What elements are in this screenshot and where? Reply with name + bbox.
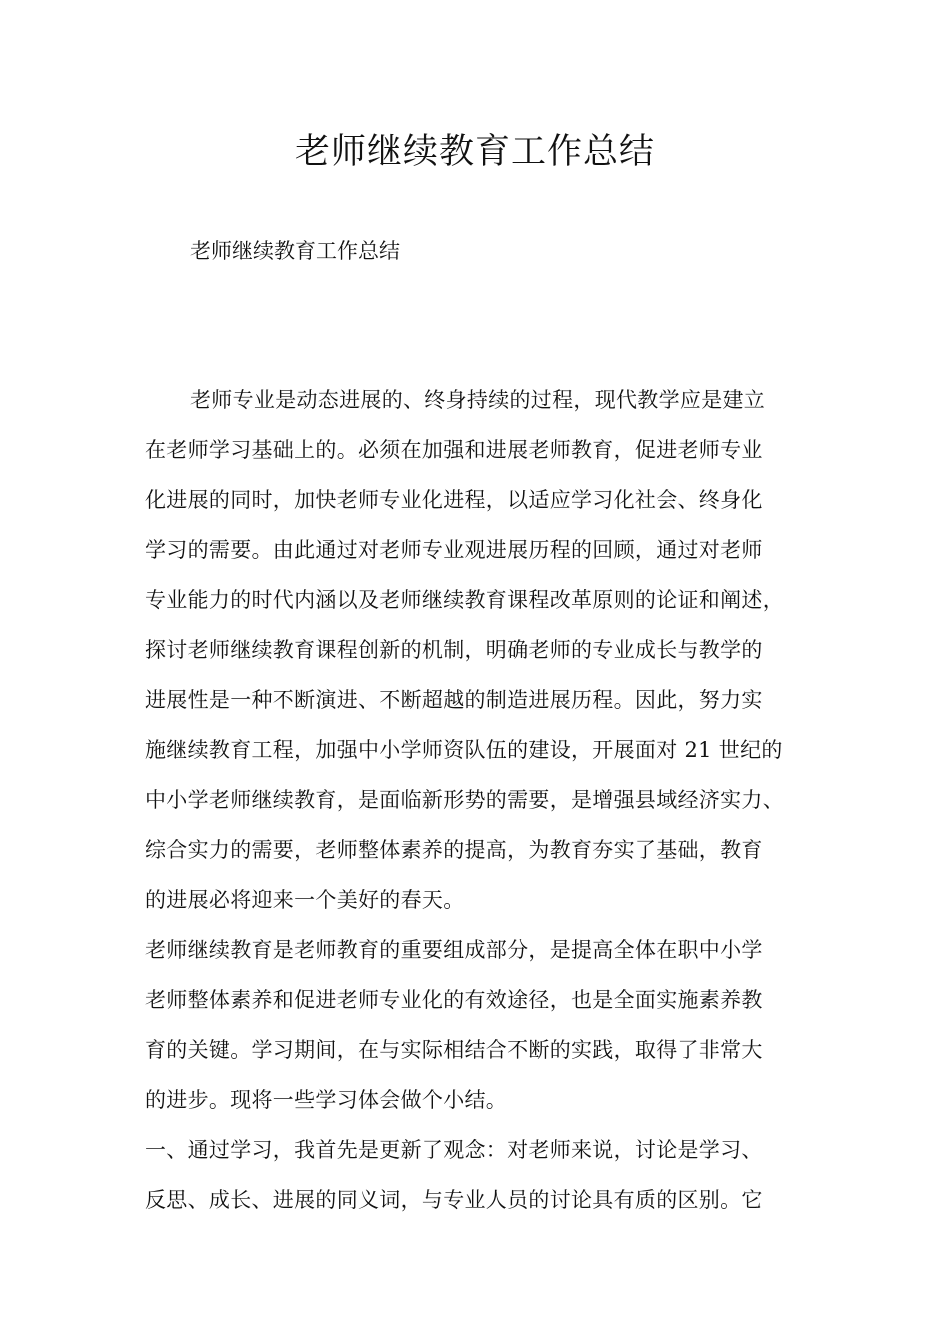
body-line: 老师专业是动态进展的、终身持续的过程，现代教学应是建立	[190, 388, 766, 412]
body-line: 育的关键。学习期间，在与实际相结合不断的实践，取得了非常大	[145, 1038, 763, 1062]
body-line: 反思、成长、进展的同义词，与专业人员的讨论具有质的区别。它	[145, 1188, 763, 1212]
body-line: 一、通过学习，我首先是更新了观念：对老师来说，讨论是学习、	[145, 1138, 763, 1162]
body-line: 在老师学习基础上的。必须在加强和进展老师教育，促进老师专业	[145, 438, 763, 462]
body-line: 探讨老师继续教育课程创新的机制，明确老师的专业成长与教学的	[145, 638, 763, 662]
body-line: 中小学老师继续教育，是面临新形势的需要，是增强县域经济实力、	[145, 788, 784, 812]
body-line: 进展性是一种不断演进、不断超越的制造进展历程。因此，努力实	[145, 688, 763, 712]
body-line: 化进展的同时，加快老师专业化进程，以适应学习化社会、终身化	[145, 488, 763, 512]
body-line: 施继续教育工程，加强中小学师资队伍的建设，开展面对 21 世纪的	[145, 738, 783, 762]
body-line: 综合实力的需要，老师整体素养的提高，为教育夯实了基础，教育	[145, 838, 763, 862]
document-body	[145, 382, 835, 1232]
document-title: 老师继续教育工作总结	[294, 132, 655, 172]
body-line: 老师整体素养和促进老师专业化的有效途径，也是全面实施素养教	[145, 988, 763, 1012]
document-subtitle: 老师继续教育工作总结	[190, 239, 400, 263]
body-line: 的进展必将迎来一个美好的春天。	[145, 888, 465, 912]
body-line: 老师继续教育是老师教育的重要组成部分，是提高全体在职中小学	[145, 938, 763, 962]
body-line: 专业能力的时代内涵以及老师继续教育课程改革原则的论证和阐述，	[145, 588, 784, 612]
body-line: 的进步。现将一些学习体会做个小结。	[145, 1088, 508, 1112]
body-line: 学习的需要。由此通过对老师专业观进展历程的回顾，通过对老师	[145, 538, 763, 562]
